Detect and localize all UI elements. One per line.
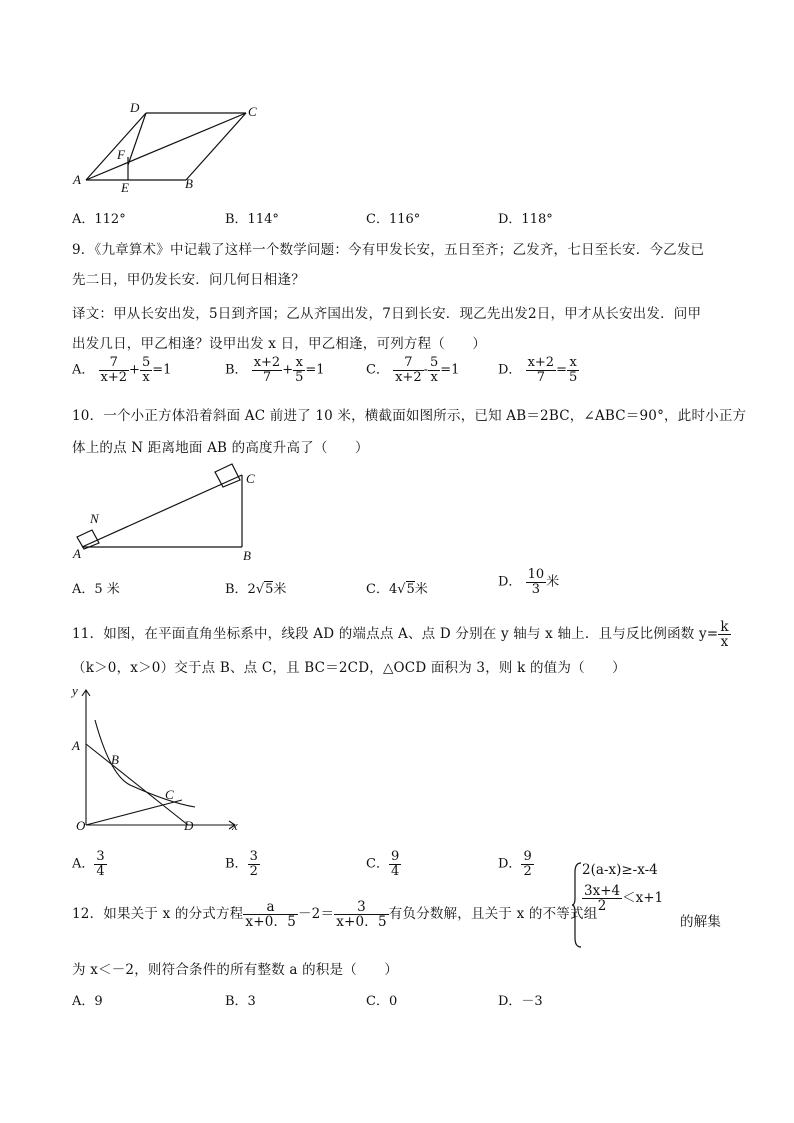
q8-option-d: D．118°	[498, 212, 553, 227]
fig11-label-y: y	[72, 683, 78, 698]
q11-option-c: C． $\frac{9}{4}$	[366, 849, 400, 879]
q10-line-1: 10．一个小正方体沿着斜面 AC 前进了 10 米，横截面如图所示，已知 AB＝2BC，∠ABC＝90°，此时小正方	[72, 408, 747, 424]
q12-system-line-1: 2(a-x)≥-x-4	[582, 862, 658, 878]
q9-option-c: C． $\frac{7}{x+2}$ - $\frac{5}{x}$ =1	[366, 355, 460, 385]
q11-option-d: D． $\frac{9}{2}$	[498, 849, 532, 879]
q8-option-a: A．112°	[72, 212, 126, 227]
fig10-label-N: N	[90, 511, 99, 526]
fig8-label-C: C	[248, 104, 257, 119]
q9-line-3: 译文：甲从长安出发，5日到齐国；乙从齐国出发，7日到长安．现乙先出发2日，甲才从长安出发．问甲	[72, 306, 702, 322]
q12-line-1: 12．如果关于 x 的分式方程 $\frac{a}{x+0.5}$ －2＝ $\frac{3}{x+0.5}$ 有负分数解，且关于 x 的不等式组	[72, 899, 598, 931]
q12-option-a: A．9	[72, 994, 103, 1009]
fig11-label-A: A	[72, 738, 80, 753]
fig8-label-F: F	[117, 147, 125, 162]
q10-line-2: 体上的点 N 距离地面 AB 的高度升高了（ ）	[72, 440, 369, 456]
coordinate-figure	[70, 685, 250, 835]
q11-line-1: 11．如图，在平面直角坐标系中，线段 AD 的端点点 A、点 D 分别在 y 轴与 x 轴上．且与反比例函数 y= $\frac{k}{x}$	[72, 619, 729, 651]
q9-option-b: B． $\frac{x+2}{7}$ + $\frac{x}{5}$ =1	[225, 355, 325, 385]
system-brace	[572, 862, 582, 948]
q9-line-1: 9．《九章算术》中记载了这样一个数学问题：今有甲发长安，五日至齐；乙发齐，七日至长安．今乙发已	[72, 242, 705, 258]
q12-option-b: B．3	[225, 994, 256, 1009]
q9-line-4: 出发几日，甲乙相逢？设甲出发 x 日，甲乙相逢，可列方程（ ）	[72, 336, 487, 352]
q12-option-c: C．0	[366, 994, 398, 1009]
q12-line-2: 为 x＜－2，则符合条件的所有整数 a 的积是（ ）	[72, 962, 399, 978]
q11-line-2: （k＞0，x＞0）交于点 B、点 C，且 BC＝2CD，△OCD 面积为 3，则 k 的值为（ ）	[72, 660, 626, 676]
fig8-label-D: D	[130, 100, 140, 115]
q10-option-b: B．2√5米	[225, 582, 287, 597]
q9-line-2: 先二日，甲仍发长安．问几何日相逢？	[72, 272, 305, 288]
q12-option-d: D．－3	[498, 994, 543, 1009]
fig10-label-A: A	[73, 546, 81, 561]
fig10-label-B: B	[243, 548, 251, 563]
fig11-label-O: O	[76, 818, 86, 833]
fig8-label-A: A	[73, 172, 81, 187]
q12-system-line-2: $\frac{3x+4}{2}$ ＜x+1	[584, 883, 664, 915]
q8-option-b: B．114°	[225, 212, 279, 227]
slope-figure	[70, 455, 270, 555]
fig11-label-x: x	[232, 818, 238, 833]
q9-option-d: D． $\frac{x+2}{7}$ = $\frac{x}{5}$	[498, 355, 578, 385]
q11-option-b: B． $\frac{3}{2}$	[225, 849, 258, 879]
q10-option-d: D． $\frac{10}{3}$ 米	[498, 567, 560, 597]
q10-option-a: A．5 米	[72, 582, 120, 597]
q10-option-c: C．4√5米	[366, 582, 428, 597]
q8-option-c: C．116°	[366, 212, 421, 227]
q9-option-a: A． $\frac{7}{x+2}$ + $\frac{5}{x}$ =1	[72, 355, 172, 385]
q12-line-1-tail: 的解集	[680, 914, 722, 930]
parallelogram-figure	[70, 100, 270, 200]
fig10-label-C: C	[246, 471, 255, 486]
q11-option-a: A． $\frac{3}{4}$	[72, 849, 105, 879]
fig11-label-D: D	[184, 818, 194, 833]
cube-top	[215, 464, 240, 487]
fig11-label-C: C	[165, 787, 174, 802]
fig11-label-B: B	[111, 752, 119, 767]
fig8-label-E: E	[121, 180, 129, 195]
fig8-label-B: B	[185, 176, 193, 191]
